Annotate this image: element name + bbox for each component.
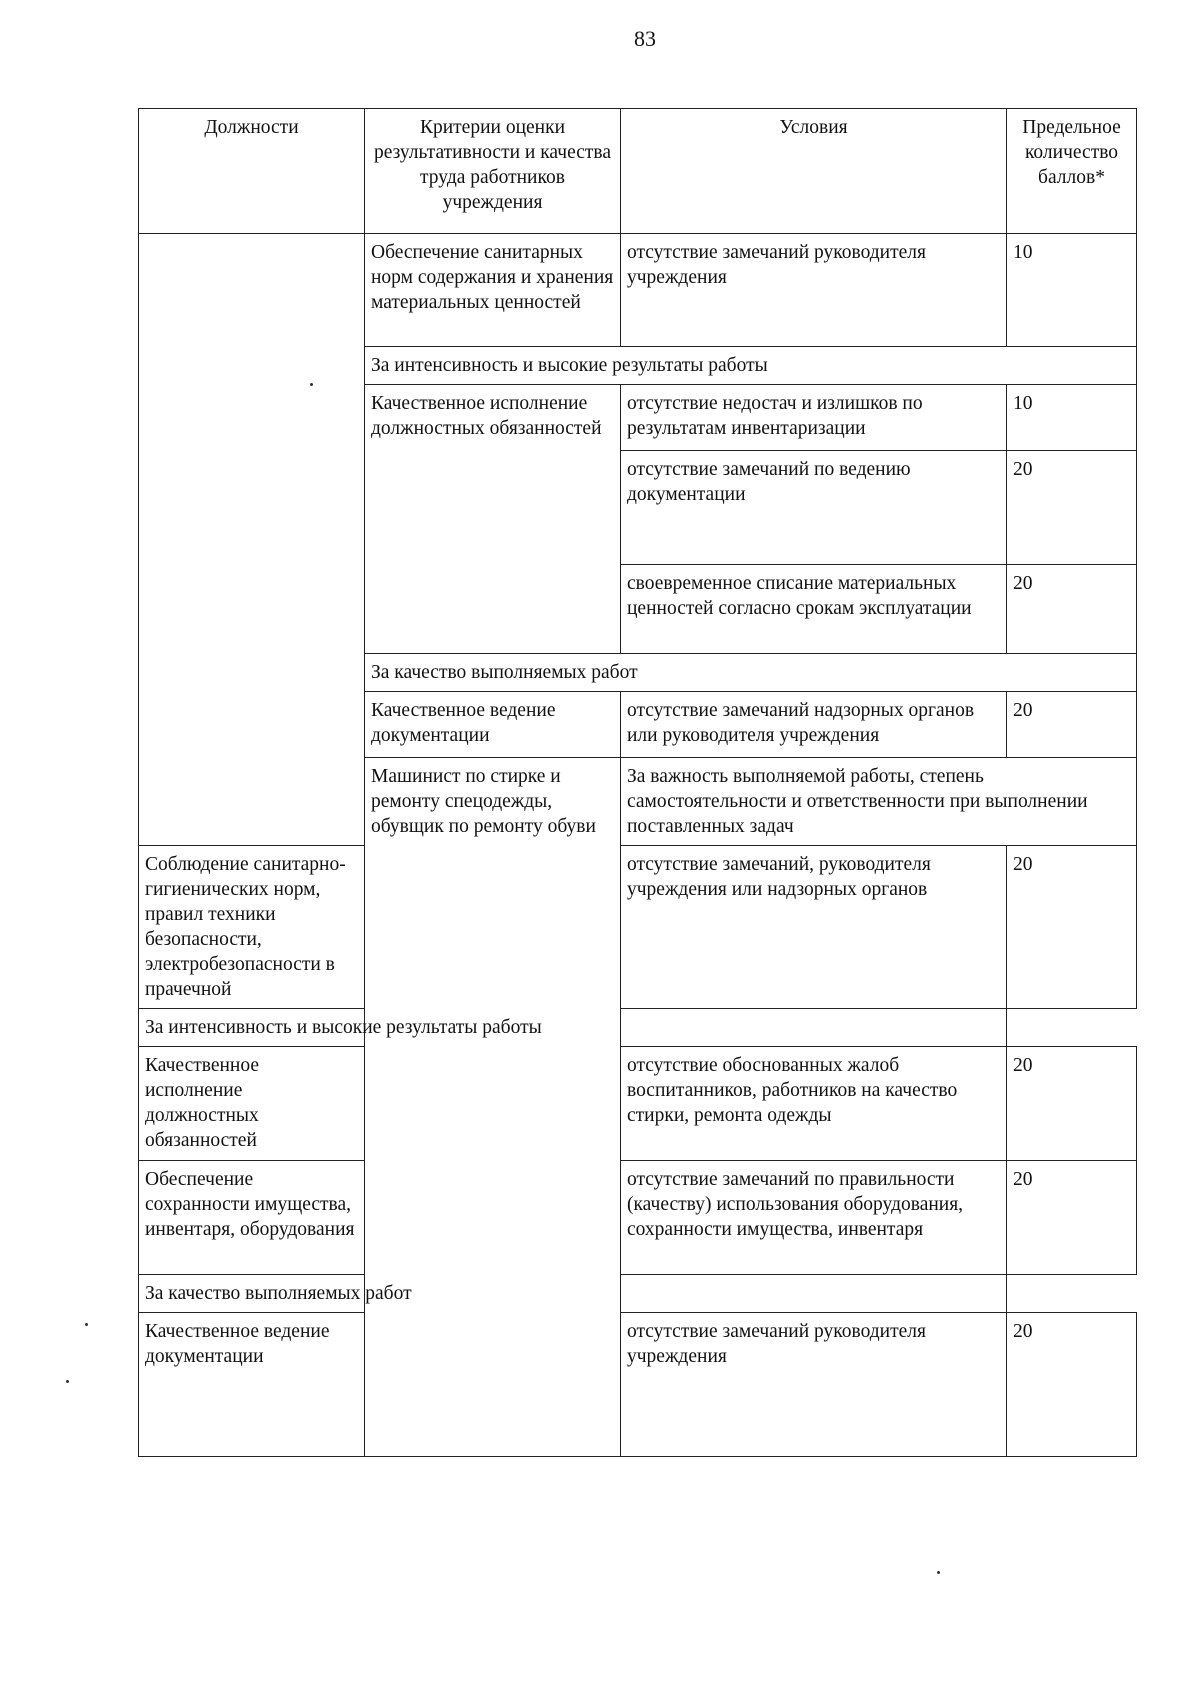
scan-speck (310, 383, 313, 386)
criterion-cell: Качественное исполнение должностных обязанностей (365, 385, 621, 654)
condition-cell: отсутствие недостач и излишков по результатам инвентаризации (621, 385, 1007, 451)
page-number: 83 (634, 26, 656, 51)
condition-cell: отсутствие замечаний надзорных органов или руководителя учреждения (621, 692, 1007, 758)
condition-cell: отсутствие обоснованных жалоб воспитанников, работников на качество стирки, ремонта одежды (621, 1047, 1007, 1161)
table-row (139, 1313, 1137, 1457)
scan-speck (937, 1571, 940, 1574)
table-header-row (139, 109, 1137, 234)
section-title: За интенсивность и высокие результаты работы (139, 1009, 1007, 1047)
condition-cell: отсутствие замечаний по ведению документации (621, 451, 1007, 565)
points-cell: 20 (1007, 1047, 1137, 1161)
position-cell (139, 234, 365, 846)
section-title: За качество выполняемых работ (139, 1275, 1007, 1313)
criterion-cell: Обеспечение сохранности имущества, инвентаря, оборудования (139, 1161, 365, 1275)
table-row (139, 1047, 1137, 1161)
criterion-cell: Обеспечение санитарных норм содержания и хранения материальных ценностей (365, 234, 621, 347)
criterion-cell: Качественное ведение документации (139, 1313, 365, 1457)
header-points: Предельное количество баллов* (1007, 109, 1137, 234)
condition-cell: отсутствие замечаний руководителя учреждения (621, 1313, 1007, 1457)
points-cell: 20 (1007, 1161, 1137, 1275)
criterion-cell: Качественное ведение документации (365, 692, 621, 758)
section-row (139, 1009, 1137, 1047)
points-cell: 20 (1007, 1313, 1137, 1457)
condition-cell: отсутствие замечаний по правильности (качеству) использования оборудования, сохранности имущества, инвентаря (621, 1161, 1007, 1275)
points-cell: 10 (1007, 385, 1137, 451)
section-title: За качество выполняемых работ (365, 654, 1137, 692)
points-cell: 20 (1007, 565, 1137, 654)
criterion-cell: Соблюдение санитарно-гигиенических норм, правил техники безопасности, электробезопасности в прачечной (139, 846, 365, 1009)
header-criteria: Критерии оценки результативности и качества труда работников учреждения (365, 109, 621, 234)
scan-speck (85, 1323, 88, 1326)
scan-speck (66, 1380, 69, 1383)
points-cell: 10 (1007, 234, 1137, 347)
points-cell: 20 (1007, 451, 1137, 565)
table-row (139, 1161, 1137, 1275)
section-title: За важность выполняемой работы, степень самостоятельности и ответственности при выполнении поставленных задач (621, 758, 1137, 846)
condition-cell: отсутствие замечаний руководителя учреждения (621, 234, 1007, 347)
table-row (139, 234, 1137, 347)
points-cell: 20 (1007, 846, 1137, 1009)
section-row (139, 1275, 1137, 1313)
position-cell: Машинист по стирке и ремонту спецодежды, обувщик по ремонту обуви (365, 758, 621, 1457)
condition-cell: отсутствие замечаний, руководителя учреждения или надзорных органов (621, 846, 1007, 1009)
header-position: Должности (139, 109, 365, 234)
criteria-table (138, 108, 1137, 1457)
section-title: За интенсивность и высокие результаты работы (365, 347, 1137, 385)
header-conditions: Условия (621, 109, 1007, 234)
points-cell: 20 (1007, 692, 1137, 758)
table-row (139, 846, 1137, 1009)
condition-cell: своевременное списание материальных ценностей согласно срокам эксплуатации (621, 565, 1007, 654)
criterion-cell: Качественное исполнение должностных обязанностей (139, 1047, 365, 1161)
